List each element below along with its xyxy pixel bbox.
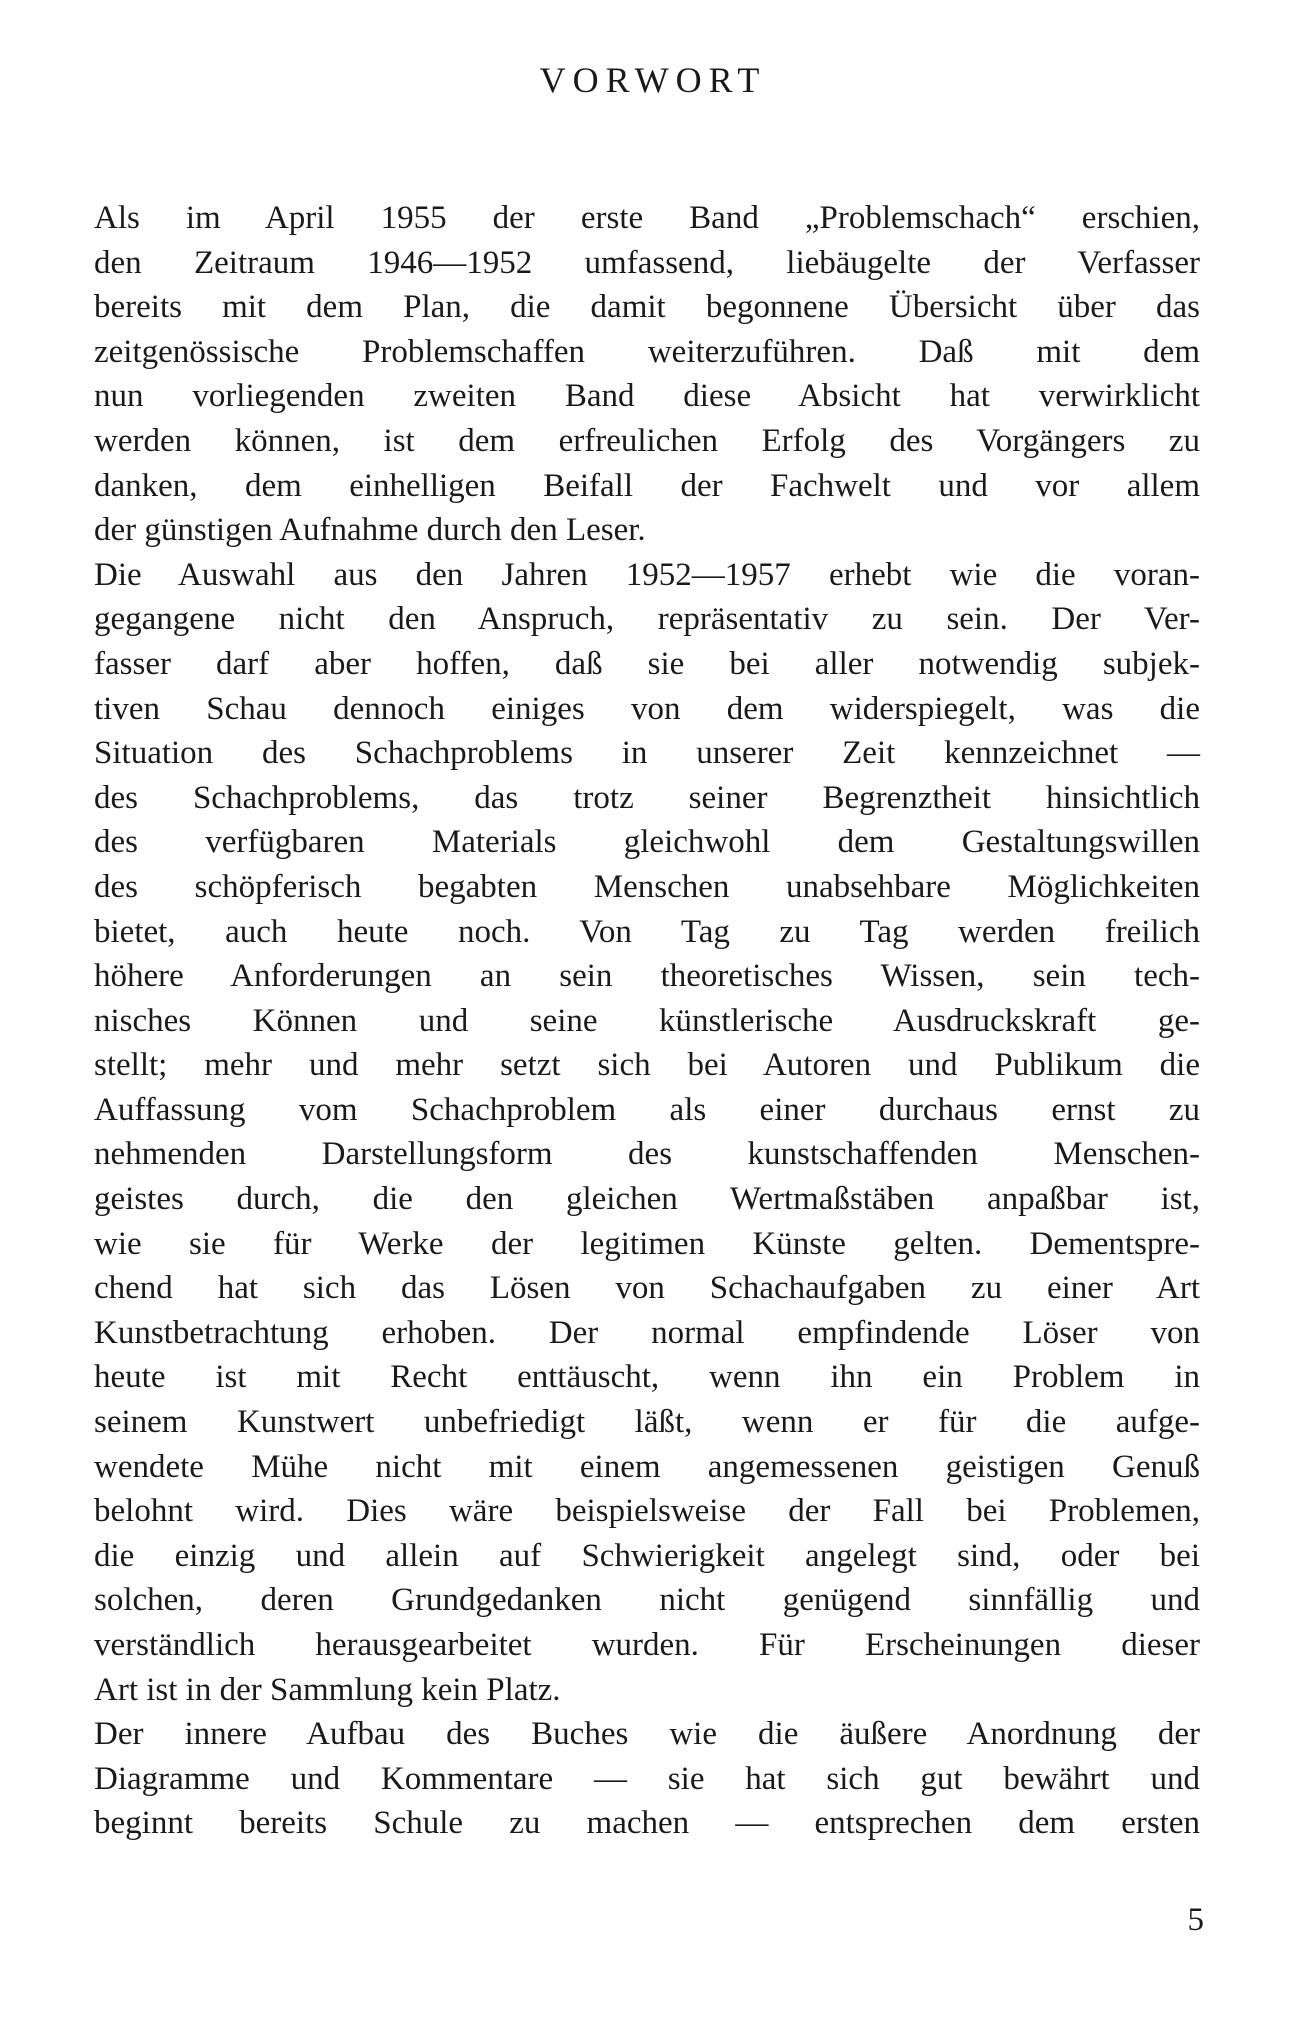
text-line: Diagramme und Kommentare — sie hat sich gut bewährt und bbox=[94, 1760, 1200, 1797]
text-line: belohnt wird. Dies wäre beispielsweise der Fall bei Problemen, bbox=[94, 1493, 1200, 1530]
text-line: der günstigen Aufnahme durch den Leser. bbox=[94, 512, 646, 549]
text-line: verständlich herausgearbeitet wurden. Für Erscheinungen dieser bbox=[94, 1627, 1200, 1663]
text-line: nun vorliegenden zweiten Band diese Absicht hat verwirklicht bbox=[94, 378, 1200, 415]
text-line: werden können, ist dem erfreulichen Erfolg des Vorgängers zu bbox=[94, 422, 1200, 459]
text-line: nehmenden Darstellungsform des kunstschaffenden Menschen- bbox=[94, 1136, 1200, 1173]
text-line: chend hat sich das Lösen von Schachaufgaben zu einer Art bbox=[94, 1270, 1200, 1307]
text-line: seinem Kunstwert unbefriedigt läßt, wenn er für die aufge- bbox=[94, 1404, 1200, 1441]
text-line: geistes durch, die den gleichen Wertmaßstäben anpaßbar ist, bbox=[94, 1181, 1200, 1218]
text-line: stellt; mehr und mehr setzt sich bei Autoren und Publikum die bbox=[94, 1047, 1200, 1084]
text-line: bereits mit dem Plan, die damit begonnene Übersicht über das bbox=[94, 289, 1200, 326]
text-line: Situation des Schachproblems in unserer Zeit kennzeichnet — bbox=[94, 735, 1200, 772]
text-line: heute ist mit Recht enttäuscht, wenn ihn ein Problem in bbox=[94, 1359, 1200, 1396]
text-line: Kunstbetrachtung erhoben. Der normal empfindende Löser von bbox=[94, 1314, 1200, 1351]
text-line: Die Auswahl aus den Jahren 1952—1957 erhebt wie die voran- bbox=[94, 556, 1200, 593]
page-number: 5 bbox=[1187, 1902, 1204, 1938]
text-line: Als im April 1955 der erste Band „Problemschach“ erschien, bbox=[94, 200, 1200, 236]
text-line: solchen, deren Grundgedanken nicht genügend sinnfällig und bbox=[94, 1582, 1200, 1619]
text-line: des Schachproblems, das trotz seiner Begrenztheit hinsichtlich bbox=[94, 779, 1200, 816]
text-line: den Zeitraum 1946—1952 umfassend, liebäugelte der Verfasser bbox=[94, 244, 1200, 281]
text-line: beginnt bereits Schule zu machen — entsprechen dem ersten bbox=[94, 1805, 1200, 1842]
text-line: wendete Mühe nicht mit einem angemessenen geistigen Genuß bbox=[94, 1448, 1200, 1485]
text-line: nisches Können und seine künstlerische Ausdruckskraft ge- bbox=[94, 1002, 1200, 1039]
text-line: gegangene nicht den Anspruch, repräsentativ zu sein. Der Ver- bbox=[94, 601, 1200, 638]
text-line: tiven Schau dennoch einiges von dem widerspiegelt, was die bbox=[94, 690, 1200, 727]
text-line: Auffassung vom Schachproblem als einer durchaus ernst zu bbox=[94, 1091, 1200, 1128]
text-line: des schöpferisch begabten Menschen unabsehbare Möglichkeiten bbox=[94, 868, 1200, 905]
text-line: fasser darf aber hoffen, daß sie bei aller notwendig subjek- bbox=[94, 645, 1200, 682]
text-line: wie sie für Werke der legitimen Künste gelten. Dementspre- bbox=[94, 1225, 1200, 1262]
text-line: danken, dem einhelligen Beifall der Fachwelt und vor allem bbox=[94, 467, 1200, 504]
text-line: des verfügbaren Materials gleichwohl dem Gestaltungswillen bbox=[94, 824, 1200, 861]
text-line: Der innere Aufbau des Buches wie die äußere Anordnung der bbox=[94, 1716, 1200, 1753]
text-line: zeitgenössische Problemschaffen weiterzuführen. Daß mit dem bbox=[94, 333, 1200, 370]
text-line: bietet, auch heute noch. Von Tag zu Tag werden freilich bbox=[94, 913, 1200, 950]
text-line: Art ist in der Sammlung kein Platz. bbox=[94, 1671, 561, 1708]
text-line: höhere Anforderungen an sein theoretisches Wissen, sein tech- bbox=[94, 958, 1200, 995]
page-heading: VORWORT bbox=[539, 60, 767, 100]
text-line: die einzig und allein auf Schwierigkeit angelegt sind, oder bei bbox=[94, 1537, 1200, 1574]
foreword-body bbox=[94, 196, 1200, 1846]
